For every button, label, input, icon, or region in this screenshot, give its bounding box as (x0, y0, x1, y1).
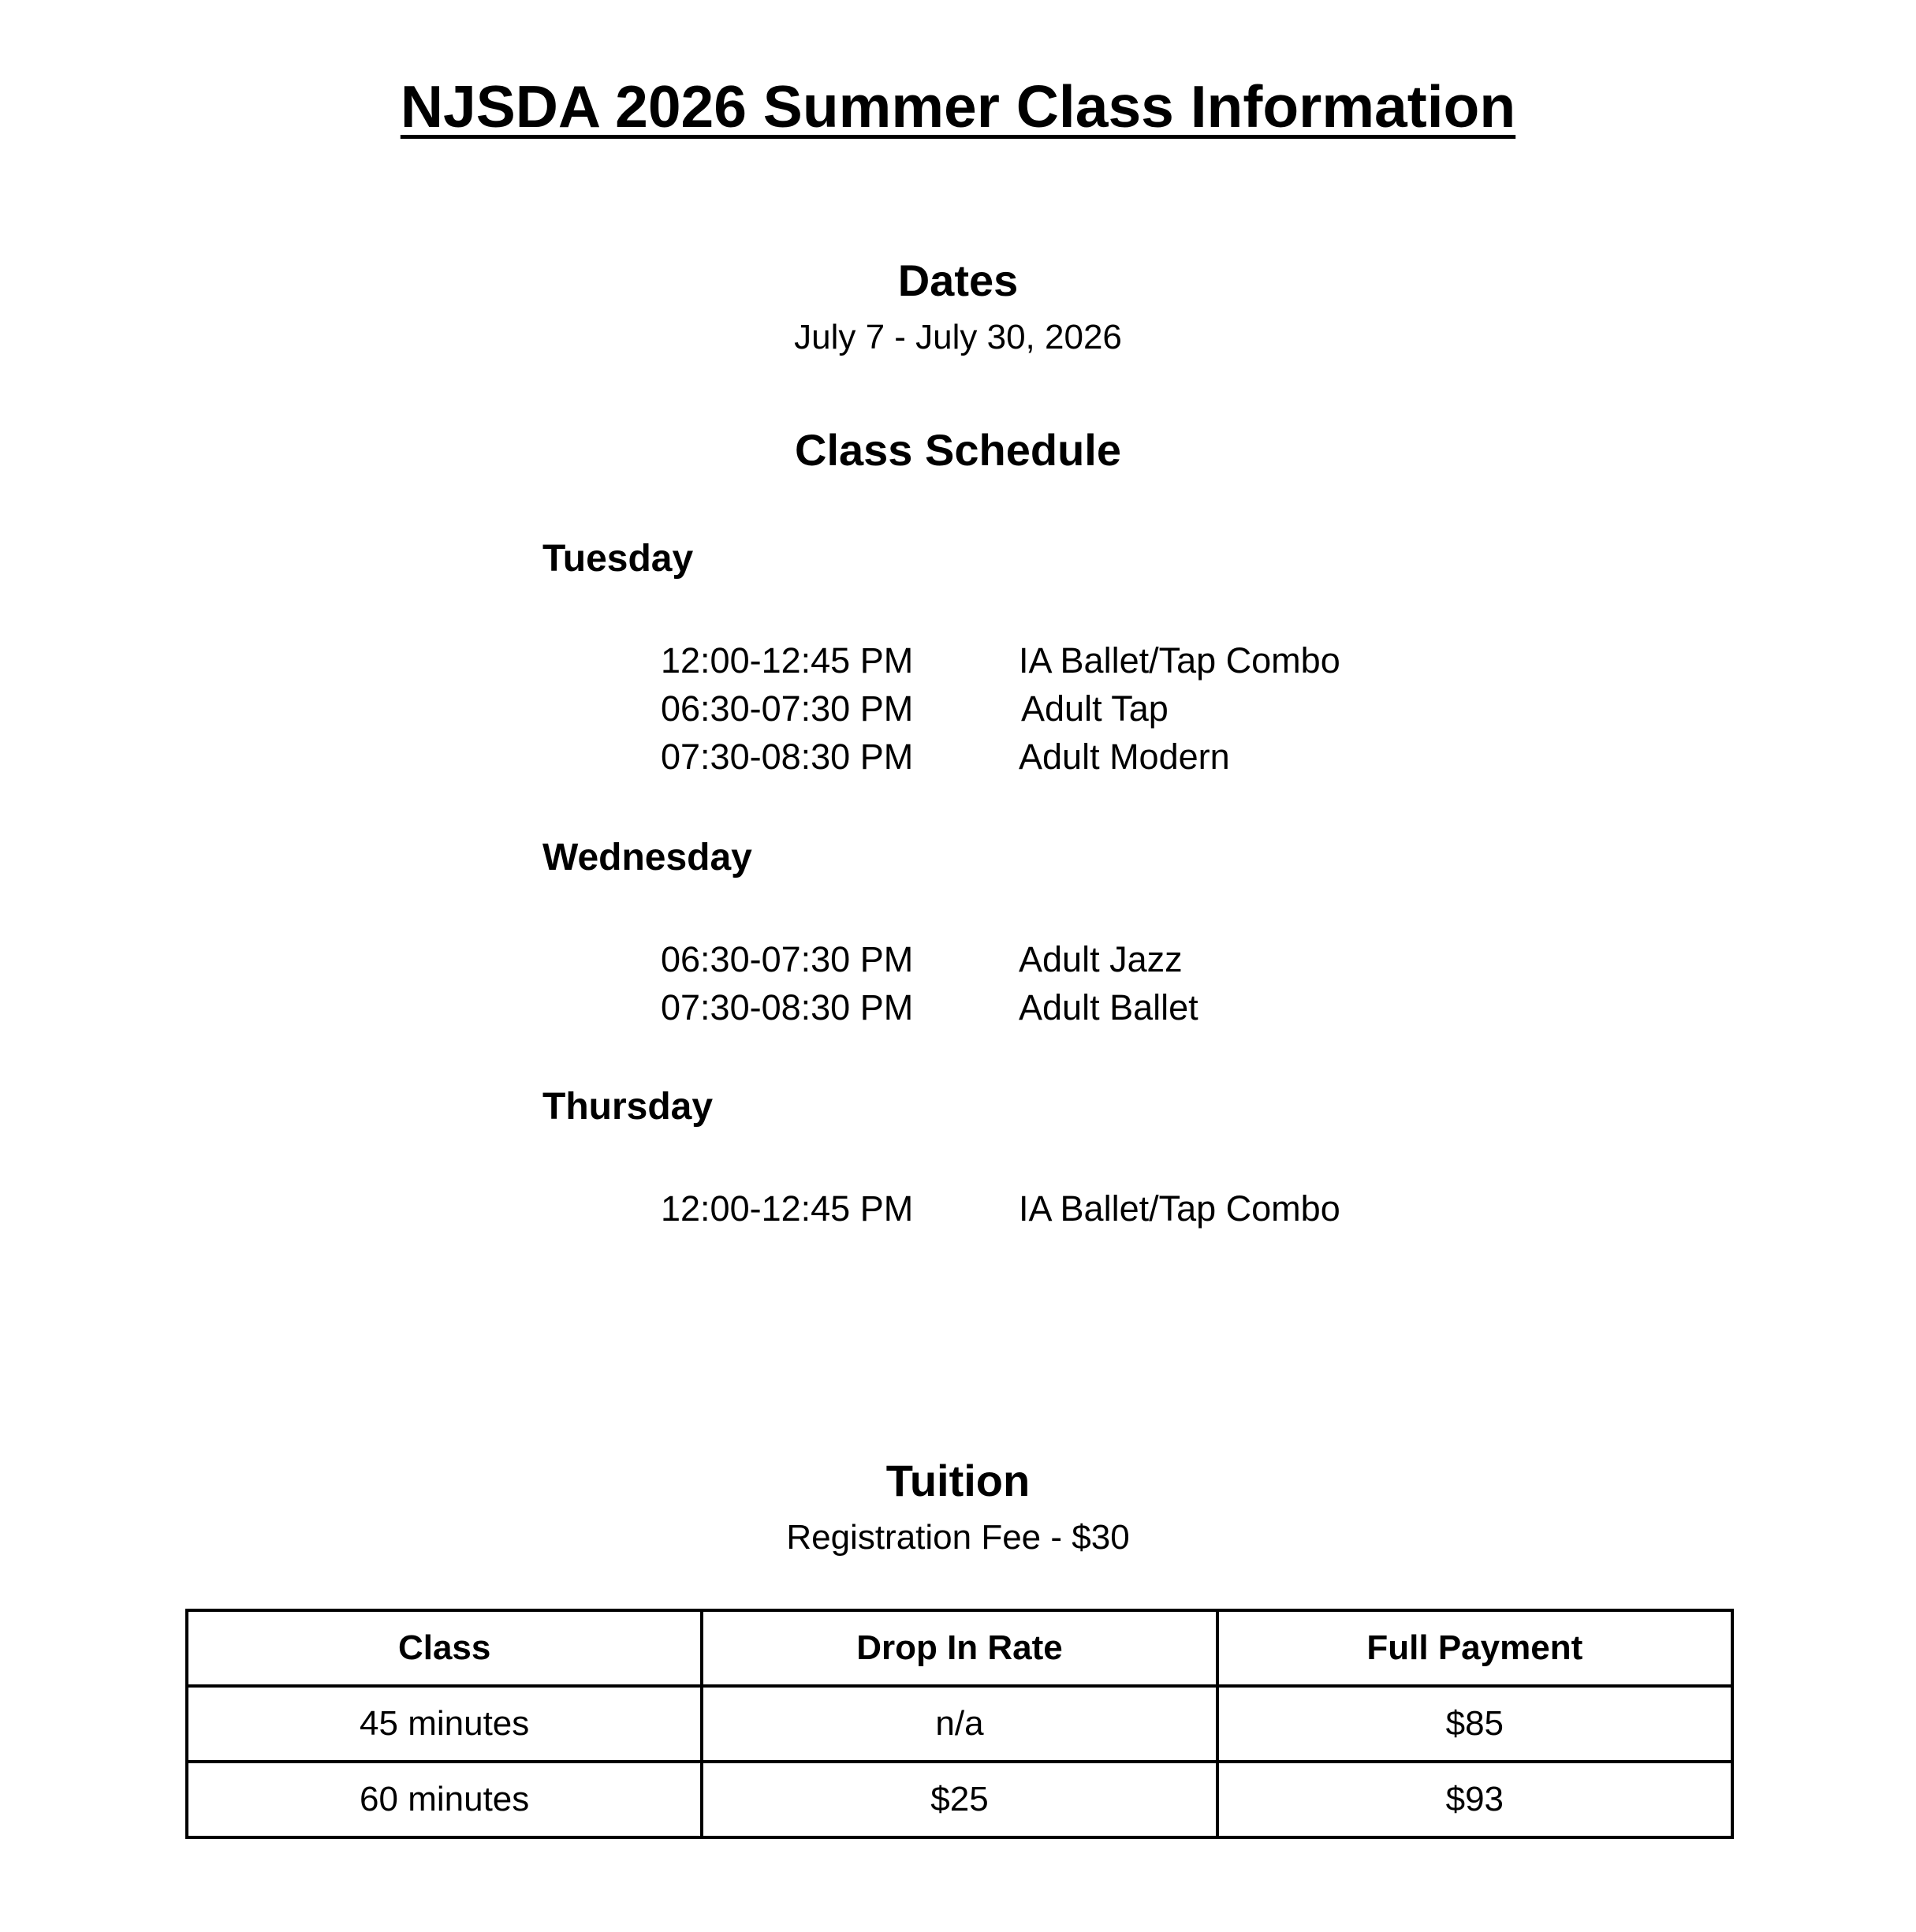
table-header-row (187, 1610, 1732, 1686)
class-row (0, 640, 1916, 682)
dates-range: July 7 - July 30, 2026 (794, 318, 1122, 356)
registration-fee: Registration Fee - $30 (786, 1518, 1130, 1557)
column-header-class: Class (187, 1610, 702, 1686)
class-time: 06:30-07:30 PM (661, 688, 914, 729)
column-header-drop-in-rate: Drop In Rate (702, 1610, 1217, 1686)
class-name: Adult Tap (1021, 688, 1169, 729)
schedule-heading: Class Schedule (795, 425, 1121, 475)
class-name: Adult Modern (1019, 737, 1230, 777)
class-name: Adult Jazz (1019, 939, 1183, 979)
tuition-heading: Tuition (885, 1456, 1031, 1505)
class-row (0, 1188, 1916, 1230)
table-cell-class: 60 minutes (187, 1762, 702, 1837)
day-heading-thursday: Thursday (542, 1086, 714, 1128)
dates-heading: Dates (897, 255, 1019, 305)
table-row (187, 1762, 1732, 1837)
table-row (187, 1686, 1732, 1762)
page-title: NJSDA 2026 Summer Class Information (400, 73, 1516, 140)
table-cell-full-payment: $85 (1217, 1686, 1732, 1762)
class-row (0, 987, 1916, 1029)
table-cell-full-payment: $93 (1217, 1762, 1732, 1837)
table-cell-class: 45 minutes (187, 1686, 702, 1762)
class-time: 12:00-12:45 PM (661, 640, 914, 681)
class-row (0, 939, 1916, 981)
tuition-table (185, 1609, 1734, 1839)
table-cell-drop-in-rate: $25 (702, 1762, 1217, 1837)
class-name: Adult Ballet (1019, 987, 1198, 1028)
class-name: IA Ballet/Tap Combo (1019, 640, 1340, 681)
class-time: 12:00-12:45 PM (661, 1188, 914, 1229)
class-time: 07:30-08:30 PM (661, 987, 914, 1028)
class-row (0, 688, 1916, 730)
day-heading-tuesday: Tuesday (542, 538, 694, 580)
table-cell-drop-in-rate: n/a (702, 1686, 1217, 1762)
class-row (0, 739, 1916, 778)
class-name: IA Ballet/Tap Combo (1019, 1188, 1340, 1229)
column-header-full-payment: Full Payment (1217, 1610, 1732, 1686)
class-time: 07:30-08:30 PM (661, 737, 914, 777)
class-time: 06:30-07:30 PM (661, 939, 914, 979)
day-heading-wednesday: Wednesday (542, 837, 752, 878)
